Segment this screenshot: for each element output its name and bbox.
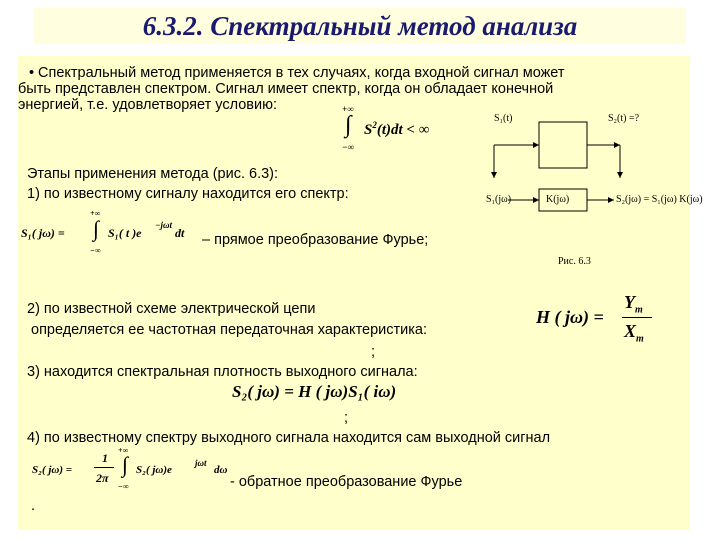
output-spectrum-label: S₂(jω) = S₁(jω) K(jω) [616, 194, 703, 205]
system-block [539, 122, 587, 168]
step-4-rhs: S₂( jω)e [136, 464, 172, 476]
condition-s: S [364, 122, 373, 138]
step-1-exponent: −jωt [155, 220, 172, 230]
input-time-label: S₁(t) [494, 113, 513, 124]
input-down-arrow-icon [491, 172, 497, 178]
input-spectrum-label: S₁(jω) [486, 194, 512, 205]
step-1-upper-limit: +∞ [90, 209, 101, 218]
step-1-integral-sign: ∫ [93, 216, 100, 241]
step-1-rhs: S₁( t )e [108, 226, 142, 240]
spectral-output-arrow-icon [608, 197, 614, 203]
step-1-lower-limit: −∞ [90, 246, 101, 255]
figure-caption: Рис. 6.3 [558, 256, 591, 267]
intro-line-3: энергией, т.е. удовлетворяет условию: [18, 97, 278, 113]
block-diagram [486, 104, 691, 264]
step-2-num-y: Y [624, 292, 635, 312]
intro-line-1: Спектральный метод применяется в тех случаях, когда входной сигнал может [38, 65, 565, 81]
step-4-dw: dω [214, 464, 228, 476]
step-2-denominator [624, 321, 644, 345]
step-2-fraction-line [622, 317, 652, 318]
step-2-den-sub: m [636, 333, 644, 345]
step-3-formula: S₂( jω) = H ( jω)S₁( iω) [232, 382, 397, 401]
page-title: 6.3.2. Спектральный метод анализа [142, 10, 578, 41]
bullet-marker: • [29, 65, 35, 81]
step-4-denominator: 2π [96, 471, 109, 485]
step-1-note: – прямое преобразование Фурье; [202, 232, 429, 248]
intro-line-2: быть представлен спектром. Сигнал имеет спектр, когда он обладает конечной [18, 81, 554, 97]
step-1-formula [18, 206, 218, 266]
output-down-arrow-icon [617, 172, 623, 178]
step-4-exponent: jωt [195, 458, 207, 468]
stages-heading: Этапы применения метода (рис. 6.3): [27, 166, 279, 182]
condition-upper-limit: +∞ [342, 104, 354, 114]
output-time-label: S₂(t) =? [608, 113, 640, 124]
system-label: K(jω) [546, 194, 570, 205]
step-4-lower-limit: −∞ [118, 482, 129, 491]
output-arrow-icon [614, 142, 620, 148]
step-4-fraction-line [94, 467, 114, 468]
end-dot: . [31, 498, 36, 514]
step-2-formula [530, 288, 660, 350]
title-bar [34, 8, 686, 44]
step-2-semicolon: ; [371, 344, 376, 360]
spectral-input-arrow-icon [533, 197, 539, 203]
step-3-semicolon: ; [344, 410, 349, 426]
step-2-num-sub: m [635, 304, 643, 316]
step-4-lhs: S₂( jω) = [32, 464, 73, 476]
condition-lower-limit: −∞ [342, 142, 354, 152]
step-1-text: 1) по известному сигналу находится его спектр: [27, 186, 349, 202]
condition-expr [364, 120, 429, 139]
condition-rest: (t)dt < ∞ [376, 122, 430, 138]
input-arrow-icon [533, 142, 539, 148]
step-3-text: 3) находится спектральная плотность выходного сигнала: [27, 364, 418, 380]
step-2-line-2: определяется ее частотная передаточная характеристика: [31, 322, 428, 338]
step-4-note: - обратное преобразование Фурье [230, 474, 463, 490]
step-4-integral-sign: ∫ [122, 452, 129, 477]
condition-integral-sign: ∫ [345, 112, 352, 138]
step-4-text: 4) по известному спектру выходного сигнала находится сам выходной сигнал [27, 430, 551, 446]
step-2-den-x: X [624, 321, 637, 341]
step-4-upper-limit: +∞ [118, 446, 129, 455]
step-1-lhs: S₁( jω) = [21, 226, 65, 240]
figure-6-3 [486, 104, 703, 267]
step-1-dt: dt [175, 226, 185, 240]
step-2-lhs: H ( jω) = [536, 307, 604, 327]
step-2-line-1: 2) по известной схеме электрической цепи [27, 301, 316, 317]
condition-formula [340, 104, 480, 156]
step-4-numerator: 1 [102, 451, 108, 465]
step-2-numerator [624, 292, 643, 316]
condition-sup: 2 [372, 120, 377, 130]
content-panel [18, 56, 703, 530]
